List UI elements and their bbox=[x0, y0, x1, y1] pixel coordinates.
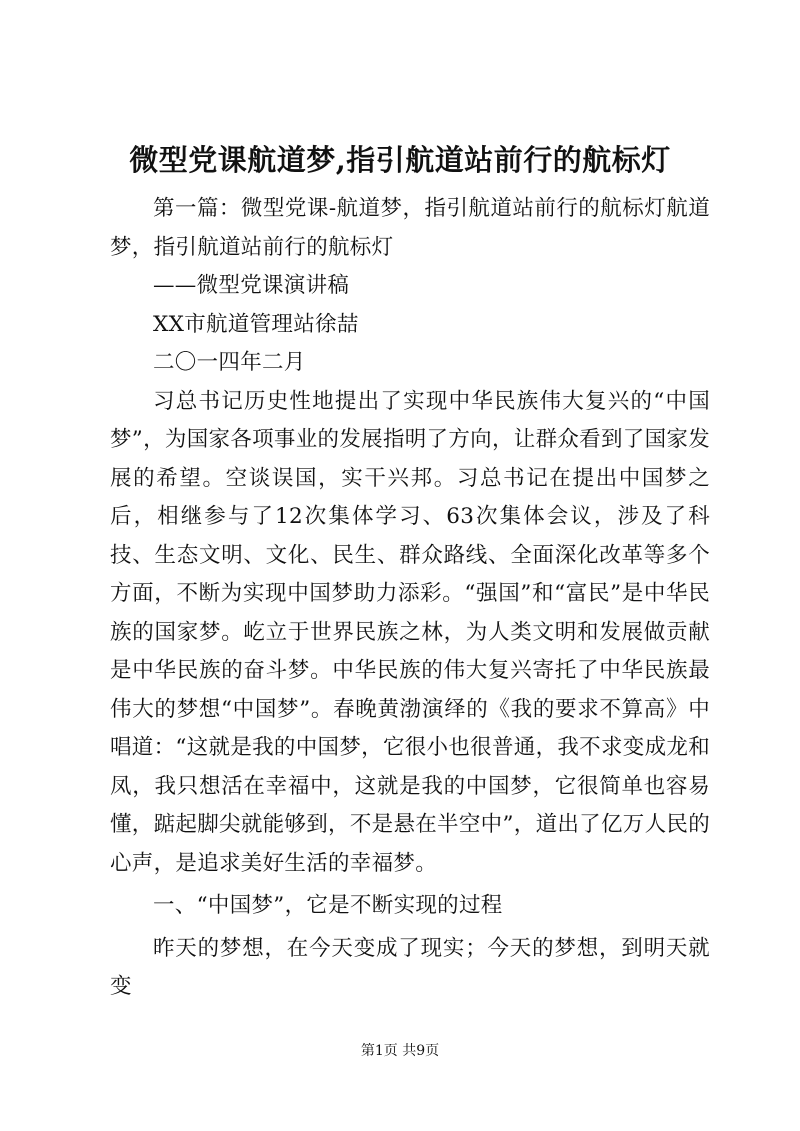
paragraph-main: 习总书记历史性地提出了实现中华民族伟大复兴的“中国梦”，为国家各项事业的发展指明了方向，让群众看到了国家发展的希望。空谈误国，实干兴邦。习总书记在提出中国梦之后，相继参与了12次集体学习、63次集体会议，涉及了科技、生态文明、文化、民生、群众路线、全面深化改革等多个方面，不断为实现中国梦助力添彩。“强国”和“富民”是中华民族的国家梦。屹立于世界民族之林，为人类文明和发展做贡献是中华民族的奋斗梦。中华民族的伟大复兴寄托了中华民族最伟大的梦想“中国梦”。春晚黄渤演绎的《我的要求不算高》中唱道：“这就是我的中国梦，它很小也很普通，我不求变成龙和凤，我只想活在幸福中，这就是我的中国梦，它很简单也容易懂，踮起脚尖就能够到，不是悬在半空中”，道出了亿万人民的心声，是追求美好生活的幸福梦。 bbox=[110, 388, 710, 876]
paragraph-heading: 第一篇：微型党课-航道梦，指引航道站前行的航标灯航道梦，指引航道站前行的航标灯 bbox=[110, 196, 710, 260]
paragraph-subtitle: ——微型党课演讲稿 bbox=[153, 273, 350, 298]
document-title: 微型党课航道梦,指引航道站前行的航标灯 bbox=[129, 143, 671, 177]
page-indicator: 第1页 共9页 bbox=[360, 1043, 440, 1059]
document-body bbox=[110, 190, 710, 1007]
section-heading: 一、“中国梦”，它是不断实现的过程 bbox=[153, 893, 503, 918]
paragraph-continued: 昨天的梦想，在今天变成了现实；今天的梦想，到明天就变 bbox=[110, 935, 710, 999]
paragraph-author: XX市航道管理站徐喆 bbox=[153, 311, 359, 337]
paragraph-date: 二〇一四年二月 bbox=[153, 350, 306, 375]
